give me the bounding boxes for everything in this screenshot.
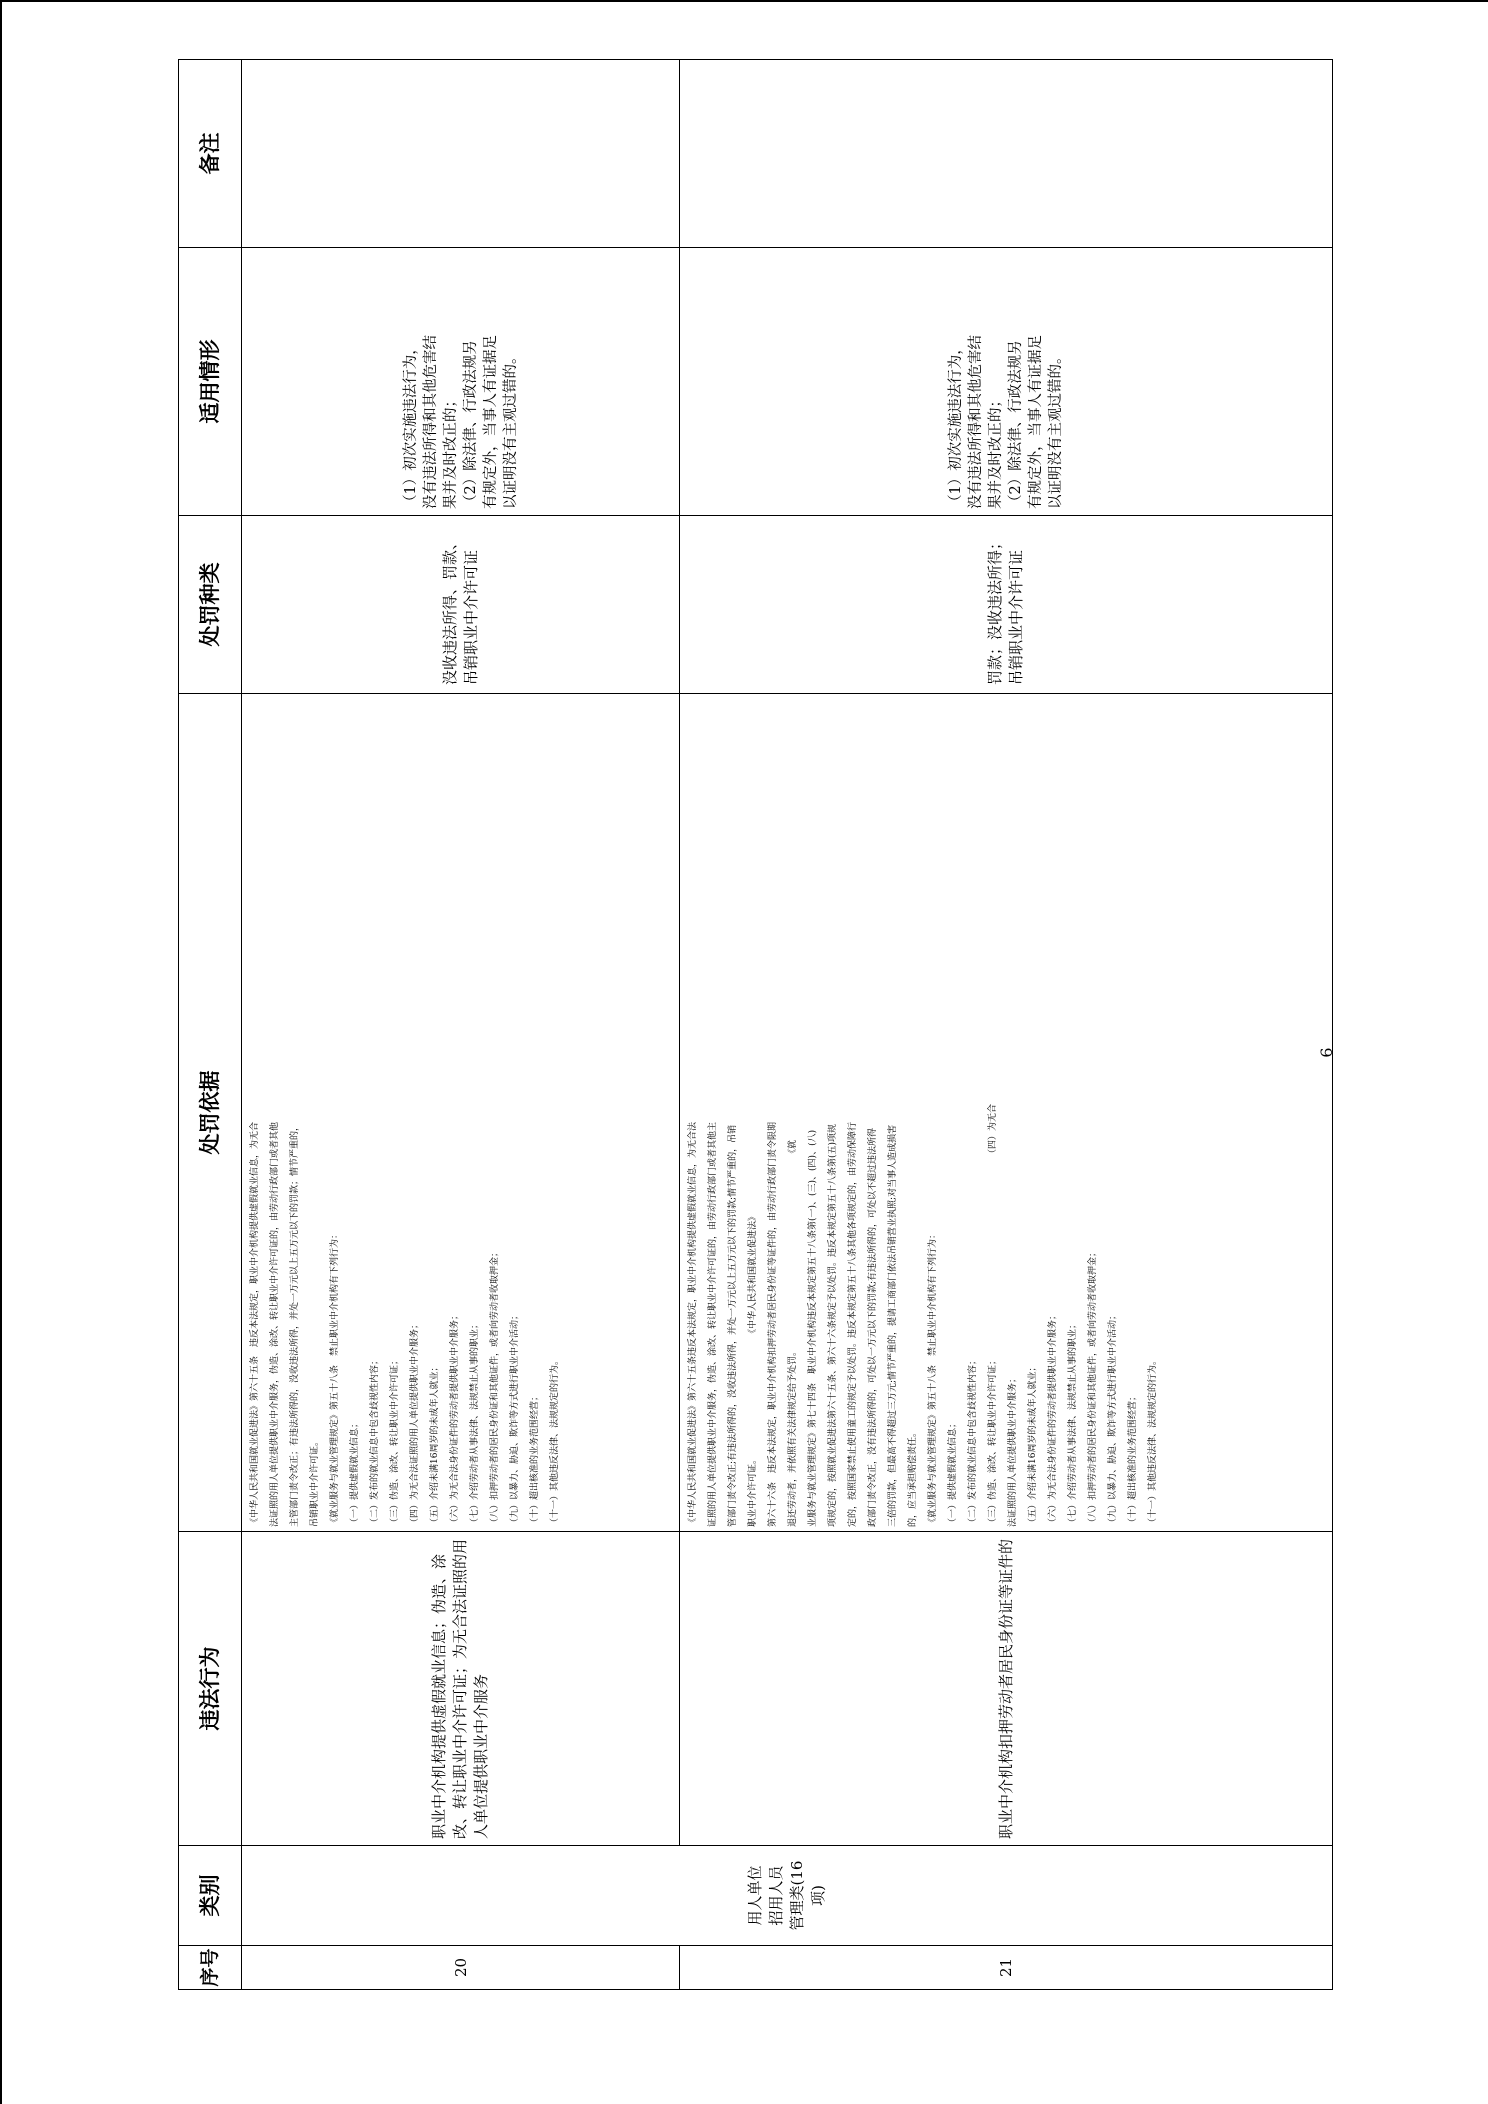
- situation-line: （1）初次实施违法行为，: [948, 340, 964, 509]
- situation-line: 有规定外，当事人有证据足: [1028, 335, 1044, 509]
- basis-line: （一）提供虚假就业信息；: [948, 1418, 958, 1527]
- situation-line: 没有违法所得和其他危害结: [422, 335, 439, 509]
- basis-line: 的，应当承担赔偿责任。: [908, 1427, 918, 1527]
- header-violation: 违法行为: [179, 1532, 242, 1846]
- basis-line: （四）为无合法证照的用人单位提供职业中介服务；: [410, 1319, 420, 1527]
- basis-cell: [242, 694, 680, 1532]
- violation-text: 职业中介机构扣押劳动者居民身份证等证件的: [996, 1538, 1015, 1839]
- penalty-cell: [242, 516, 680, 694]
- violation-cell: [242, 1532, 680, 1846]
- situation-line: 有规定外，当事人有证据足: [482, 335, 499, 509]
- remark-cell: [680, 60, 1333, 248]
- basis-line: （三）伪造、涂改、转让职业中介许可证；: [390, 1355, 400, 1527]
- header-situation: 适用情形: [179, 248, 242, 516]
- remark-cell: [242, 60, 680, 248]
- basis-line: 《就业服务与就业管理规定》第五十八条 禁止职业中介机构有下列行为：: [928, 1229, 938, 1527]
- penalty-cell: [680, 516, 1333, 694]
- penalty-text: 没收违法所得、罚款、吊销职业中介许可证: [440, 534, 480, 685]
- situation-line: （1）初次实施违法行为，: [402, 340, 419, 509]
- basis-line: 业服务与就业管理规定》第七十四条 职业中介机构违反本规定第五十八条第(一)、(三)、(四)、(八): [808, 1129, 818, 1527]
- category-cell: 用人单位招用人员管理类(16项): [242, 1846, 1333, 1946]
- basis-line: 主管部门责令改正；有违法所得的，没收违法所得，并处一万元以上五万元以下的罚款；情节严重的，: [290, 1121, 300, 1527]
- page-border-left: [0, 0, 2, 2104]
- basis-line: 政部门责令改正，没有违法所得的，可处以一万元以下的罚款;有违法所得的，可处以不超过违法所得: [868, 1127, 878, 1527]
- row-seq: 21: [680, 1946, 1333, 1990]
- table-row: [242, 60, 680, 1990]
- violation-cell: [680, 1532, 1333, 1846]
- basis-line: （九）以暴力、胁迫、欺诈等方式进行职业中介活动；: [1108, 1310, 1118, 1527]
- table-header-row: [179, 60, 242, 1990]
- rotated-page-content: [178, 60, 1333, 1990]
- basis-line: （九）以暴力、胁迫、欺诈等方式进行职业中介活动；: [510, 1310, 520, 1527]
- situation-line: 果并及时改正的；: [988, 393, 1004, 509]
- basis-line: 吊销职业中介许可证。: [310, 1436, 320, 1527]
- basis-line: 项规定的，按照就业促进法第六十五条、第六十六条规定予以处罚。违反本规定第五十八条第(五)项规: [828, 1123, 838, 1527]
- header-category: 类别: [179, 1846, 242, 1946]
- page-border-top: [0, 0, 1488, 2]
- basis-line: 证照的用人单位提供职业中介服务，伪造、涂改、转让职业中介许可证的，由劳动行政部门或者其他主: [708, 1121, 718, 1527]
- header-seq: 序号: [179, 1946, 242, 1990]
- basis-line: （十一）其他违反法律、法规规定的行为。: [550, 1355, 560, 1527]
- basis-line: 退还劳动者，并依照有关法律规定给予处罚。 《就: [788, 1139, 798, 1527]
- header-basis: 处罚依据: [179, 694, 242, 1532]
- situation-line: 没有违法所得和其他危害结: [968, 335, 984, 509]
- basis-line: （十）超出核准的业务范围经营；: [1128, 1391, 1138, 1527]
- basis-line: 《中华人民共和国就业促进法》第六十五条违反本法规定，职业中介机构提供虚假就业信息，为无合法: [688, 1121, 698, 1527]
- situation-cell: [242, 248, 680, 516]
- basis-line: （七）介绍劳动者从事法律、法规禁止从事的职业；: [470, 1319, 480, 1527]
- basis-line: （一）提供虚假就业信息；: [350, 1418, 360, 1527]
- basis-line: 《就业服务与就业管理规定》第五十八条 禁止职业中介机构有下列行为：: [330, 1229, 340, 1527]
- basis-line: 法证照的用人单位提供职业中介服务；: [1008, 1373, 1018, 1527]
- penalty-table: [178, 59, 1333, 1990]
- violation-text: 职业中介机构提供虚假就业信息；伪造、涂改、转让职业中介许可证；为无合法证照的用人单位提供职业中介服务: [430, 1538, 490, 1839]
- situation-line: 以证明没有主观过错的。: [1048, 349, 1064, 509]
- basis-line: （六）为无合法身份证件的劳动者提供职业中介服务；: [1048, 1310, 1058, 1527]
- penalty-text: 罚款；没收违法所得；吊销职业中介许可证: [986, 534, 1025, 685]
- basis-line: 法证照的用人单位提供职业中介服务，伪造、涂改、转让职业中介许可证的，由劳动行政部门或者其他: [270, 1121, 280, 1527]
- basis-line: （三）伪造、涂改、转让职业中介许可证； （四）为无合: [988, 1103, 998, 1527]
- situation-line: 以证明没有主观过错的。: [502, 349, 519, 509]
- basis-line: （八）扣押劳动者的居民身份证和其他证件，或者向劳动者收取押金；: [1088, 1247, 1098, 1527]
- situation-cell: [680, 248, 1333, 516]
- header-remark: 备注: [179, 60, 242, 248]
- basis-cell: [680, 694, 1333, 1532]
- basis-line: （二）发布的就业信息中包含歧视性内容；: [968, 1355, 978, 1527]
- basis-line: （八）扣押劳动者的居民身份证和其他证件，或者向劳动者收取押金；: [490, 1247, 500, 1527]
- header-penalty: 处罚种类: [179, 516, 242, 694]
- situation-line: （2）除法律、行政法规另: [1008, 340, 1024, 509]
- basis-line: 第六十六条 违反本法规定，职业中介机构扣押劳动者居民身份证等证件的，由劳动行政部门责令限期: [768, 1121, 778, 1527]
- basis-line: （十）超出核准的业务范围经营；: [530, 1391, 540, 1527]
- row-seq: 20: [242, 1946, 680, 1990]
- basis-line: 《中华人民共和国就业促进法》第六十五条 违反本法规定，职业中介机构提供虚假就业信息，为无合: [250, 1121, 260, 1527]
- basis-line: （五）介绍未满16周岁的未成年人就业；: [430, 1362, 440, 1527]
- page-number: 9: [1316, 1047, 1336, 1058]
- basis-line: 职业中介许可证。 《中华人民共和国就业促进法》: [748, 1211, 758, 1527]
- basis-line: （二）发布的就业信息中包含歧视性内容；: [370, 1355, 380, 1527]
- basis-line: 三倍的罚款，但最高不得超过三万元;情节严重的，提请工商部门依法吊销营业执照;对当事人造成损害: [888, 1124, 898, 1527]
- basis-line: （七）介绍劳动者从事法律、法规禁止从事的职业；: [1068, 1319, 1078, 1527]
- basis-line: （五）介绍未满16周岁的未成年人就业；: [1028, 1362, 1038, 1527]
- situation-line: 果并及时改正的；: [442, 393, 459, 509]
- basis-line: 管部门责令改正;有违法所得的，没收违法所得，并处一万元以上五万元以下的罚款;情节严重的，吊销: [728, 1124, 738, 1527]
- basis-line: （六）为无合法身份证件的劳动者提供职业中介服务；: [450, 1310, 460, 1527]
- basis-line: 定的，按照国家禁止使用童工的规定予以处罚。违反本规定第五十八条其他各项规定的，由劳动保障行: [848, 1121, 858, 1527]
- table-row: [680, 60, 1333, 1990]
- situation-line: （2）除法律、行政法规另: [462, 340, 479, 509]
- basis-line: （十一）其他违反法律、法规规定的行为。: [1148, 1355, 1158, 1527]
